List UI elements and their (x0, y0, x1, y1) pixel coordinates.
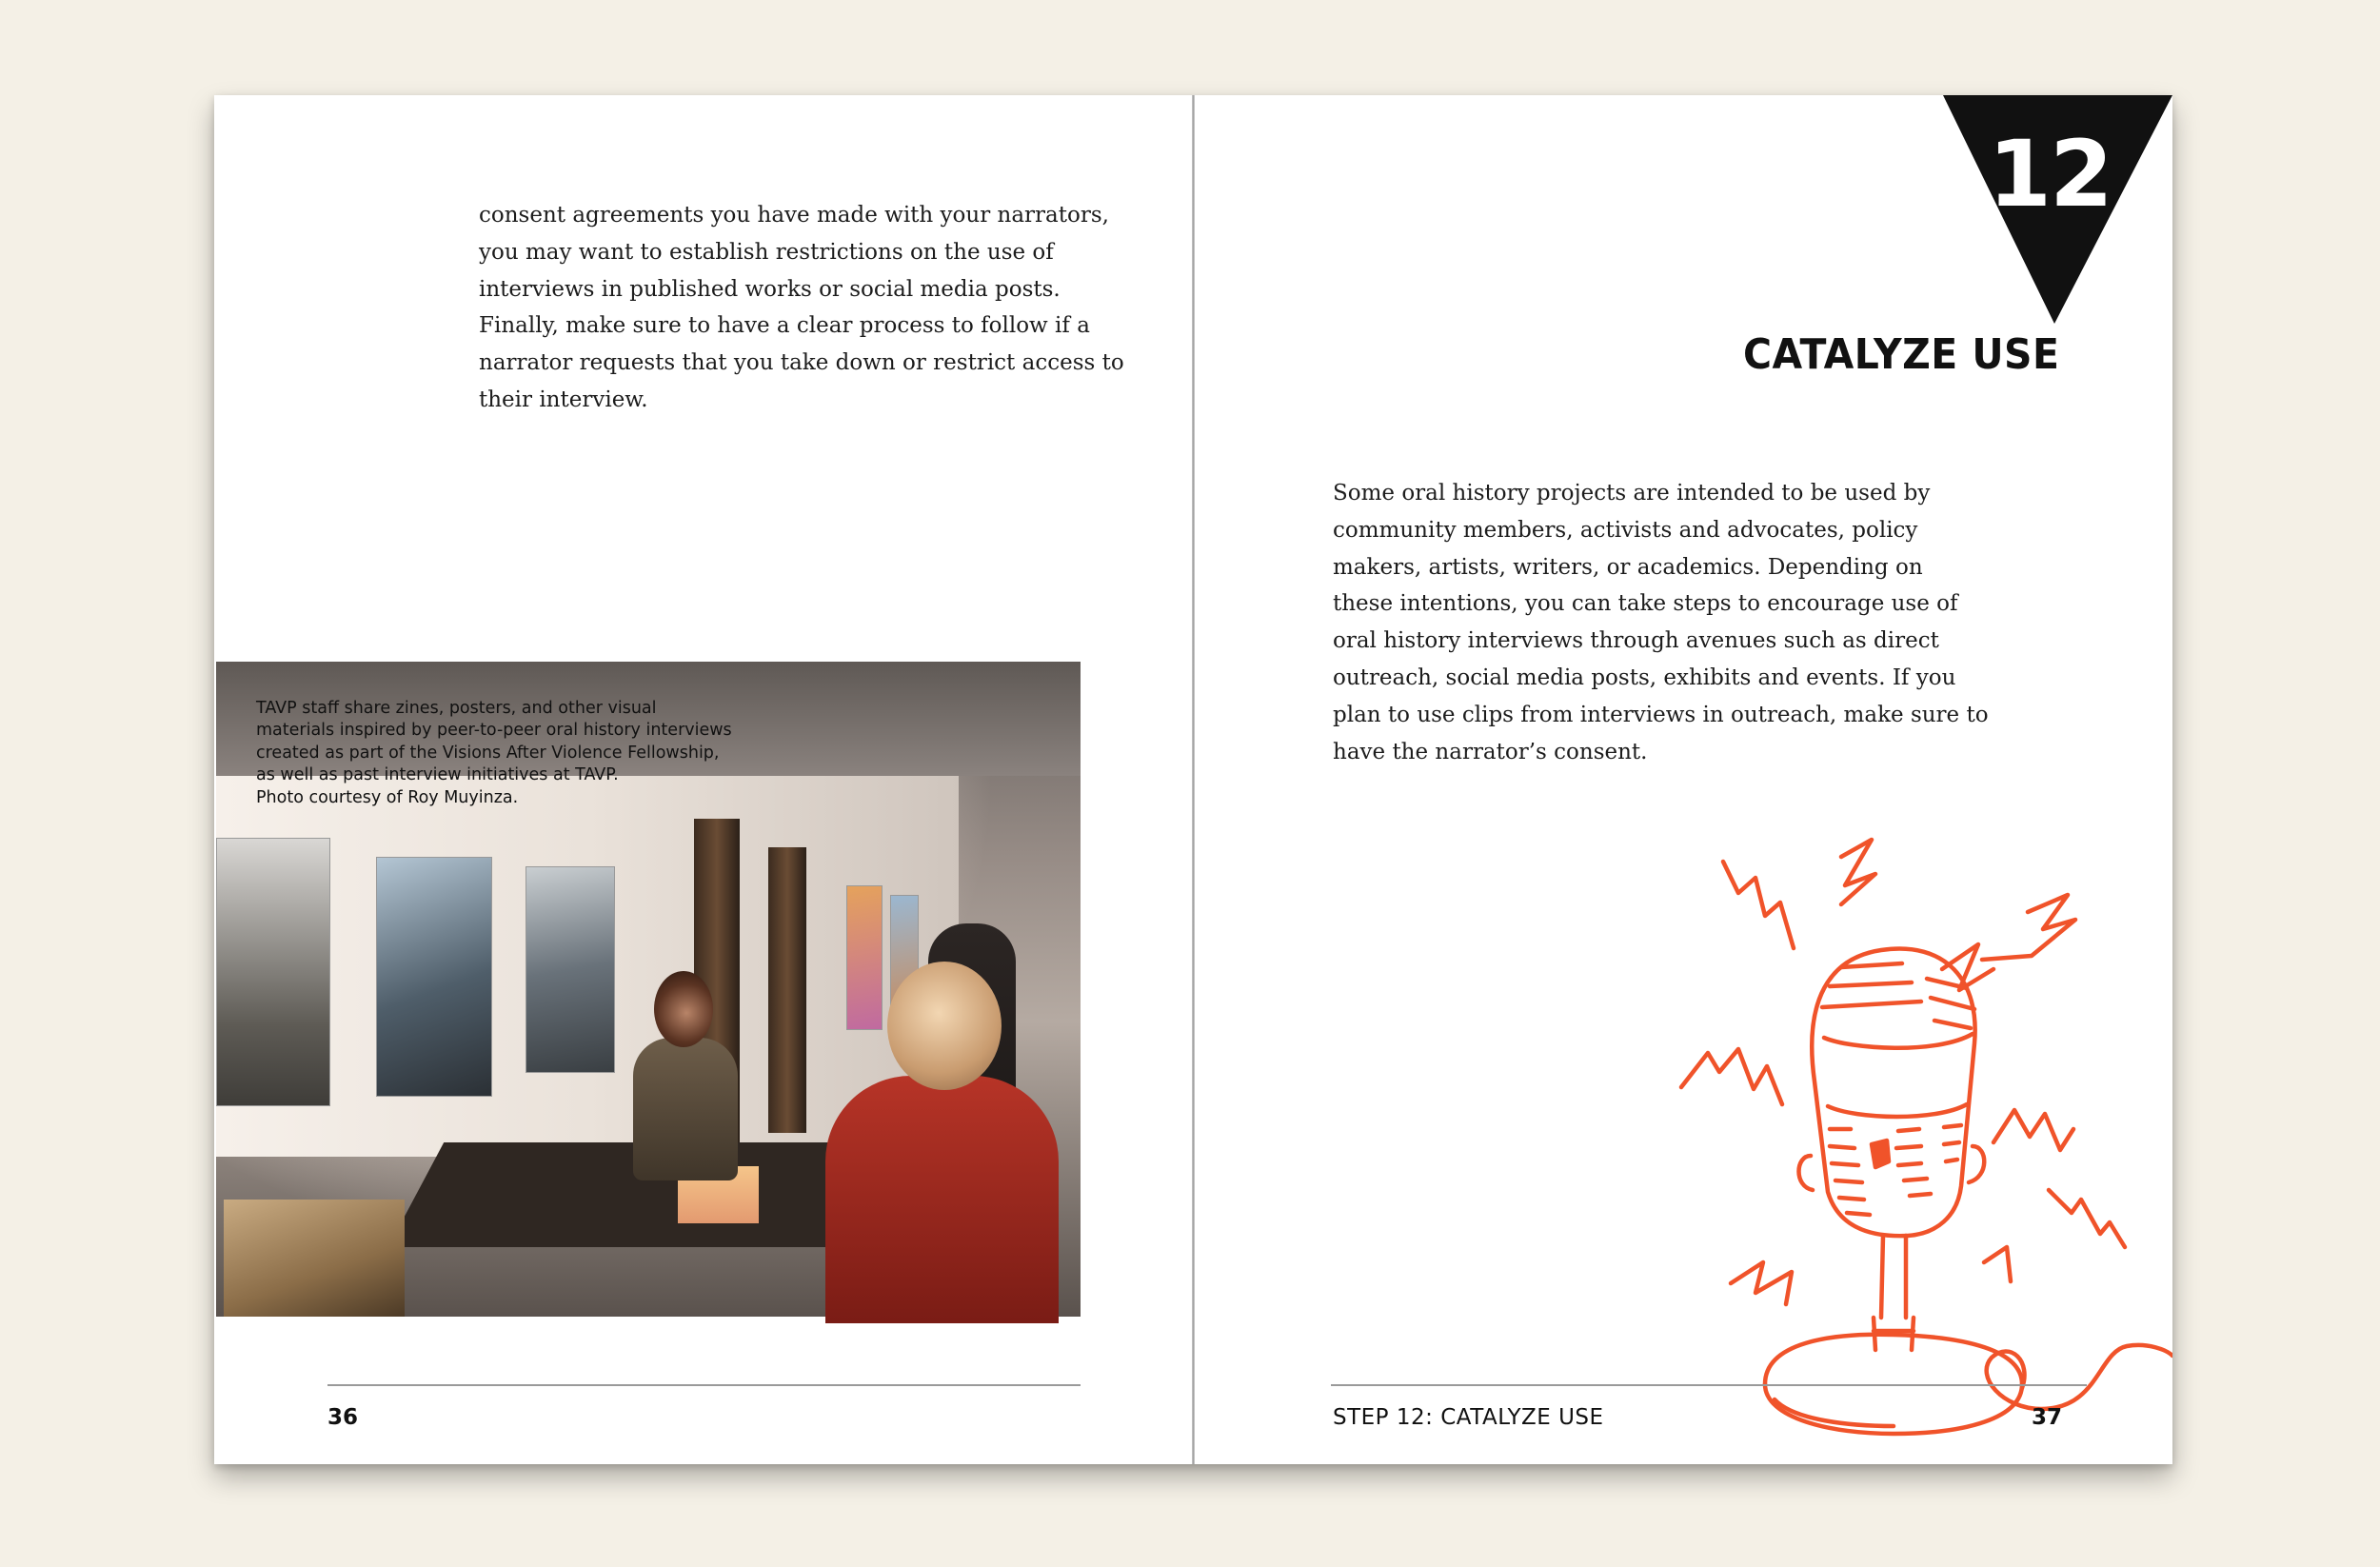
photo-caption (256, 698, 751, 809)
left-page-body-text (479, 197, 1124, 419)
photo-poster (216, 838, 330, 1106)
caption-line: TAVP staff share zines, posters, and other visual (256, 699, 657, 718)
book-gutter (1192, 95, 1195, 1464)
photo-person (887, 962, 1002, 1090)
photo-poster (376, 857, 492, 1097)
book-spread (214, 95, 2172, 1464)
caption-line: materials inspired by peer-to-peer oral history interviews (256, 721, 732, 741)
text-line: have the narrator’s consent. (1333, 739, 1648, 764)
step-number: 12 (1988, 121, 2112, 228)
photo-poster (846, 885, 883, 1030)
photo-boxes (224, 1200, 405, 1317)
text-line: outreach, social media posts, exhibits and events. If you (1333, 664, 1956, 690)
text-line: narrator requests that you take down or restrict access to (479, 350, 1124, 376)
page-number: 37 (2031, 1405, 2062, 1430)
footer-rule (1331, 1384, 2087, 1386)
text-line: makers, artists, writers, or academics. Depending on (1333, 554, 1923, 580)
text-line: interviews in published works or social media posts. (479, 276, 1061, 302)
left-page (214, 95, 1194, 1464)
right-page (1194, 95, 2172, 1464)
text-line: their interview. (479, 387, 648, 412)
text-line: plan to use clips from interviews in outreach, make sure to (1333, 702, 1989, 727)
photo-poster (526, 866, 615, 1073)
text-line: oral history interviews through avenues such as direct (1333, 628, 1939, 654)
text-line: consent agreements you have made with your narrators, (479, 203, 1109, 228)
text-line: Some oral history projects are intended to be used by (1333, 481, 1931, 506)
caption-line: created as part of the Visions After Violence Fellowship, (256, 743, 720, 763)
page-number: 36 (327, 1405, 359, 1430)
text-line: community members, activists and advocates, policy (1333, 517, 1918, 543)
caption-line: as well as past interview initiatives at TAVP. (256, 765, 619, 785)
photo-person (654, 971, 713, 1047)
event-photo (216, 662, 1081, 1317)
footer-rule (327, 1384, 1081, 1386)
text-line: you may want to establish restrictions on the use of (479, 239, 1054, 265)
caption-line: Photo courtesy of Roy Muyinza. (256, 787, 519, 807)
photo-person (633, 1038, 738, 1180)
running-head: STEP 12: CATALYZE USE (1333, 1405, 1604, 1430)
photo-person (825, 1076, 1059, 1323)
text-line: these intentions, you can take steps to encourage use of (1333, 591, 1958, 617)
text-line: Finally, make sure to have a clear process to follow if a (479, 313, 1090, 339)
microphone-icon (1527, 752, 2172, 1438)
right-page-body-text (1333, 475, 1989, 770)
photo-door (768, 847, 806, 1133)
chapter-heading: CATALYZE USE (1742, 330, 2059, 379)
